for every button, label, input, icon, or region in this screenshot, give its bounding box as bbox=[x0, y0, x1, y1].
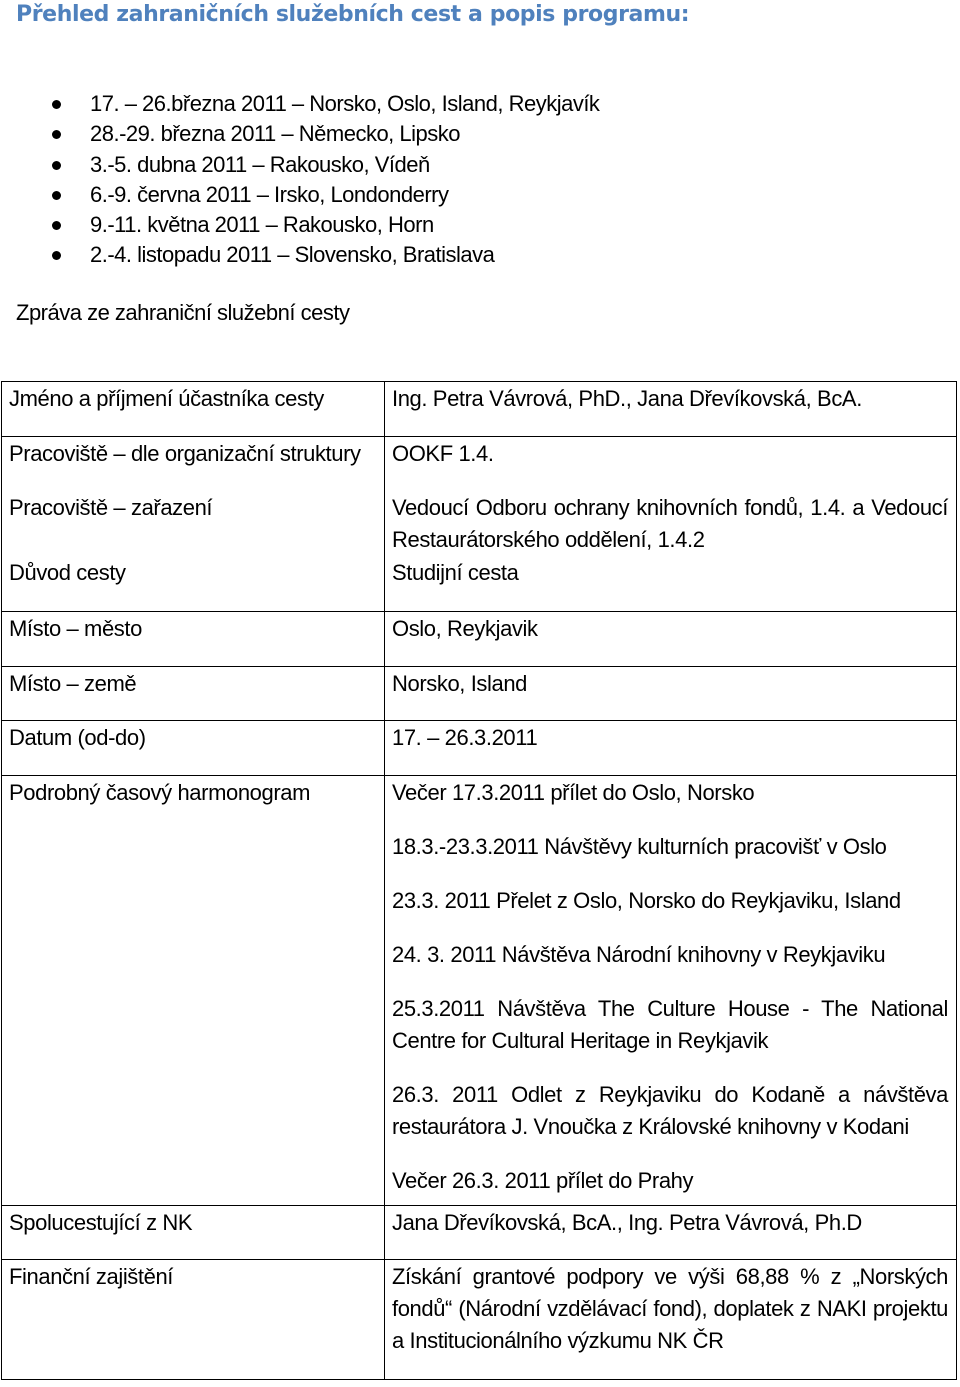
schedule-item: 26.3. 2011 Odlet z Reykjaviku do Kodaně a návštěva restaurátora J. Vnoučka z Královské knihovny v Kodani bbox=[392, 1082, 948, 1139]
bullet-icon bbox=[52, 130, 61, 139]
funding-label: Finanční zajištění bbox=[9, 1264, 173, 1289]
schedule-item: Večer 26.3. 2011 přílet do Prahy bbox=[392, 1168, 694, 1193]
position-value: Vedoucí Odboru ochrany knihovních fondů, 1.4. a Vedoucí Restaurátorského oddělení, 1.4.2 bbox=[385, 491, 957, 556]
table-row bbox=[2, 667, 957, 721]
trip-text: 28.-29. března 2011 – Německo, Lipsko bbox=[90, 121, 460, 147]
report-heading: Zpráva ze zahraniční služební cesty bbox=[16, 300, 350, 325]
trip-list-item bbox=[0, 119, 599, 149]
trip-report-table bbox=[1, 381, 957, 1380]
funding-value: Získání grantové podpory ve výši 68,88 % z „Norských fondů“ (Národní vzdělávací fond), doplatek z NAKI projektu a Institucionálního výzkumu NK ČR bbox=[385, 1260, 957, 1380]
date-value: 17. – 26.3.2011 bbox=[385, 721, 957, 776]
position-label: Pracoviště – zařazení bbox=[9, 494, 213, 520]
table-row bbox=[2, 1260, 957, 1380]
schedule-item: 24. 3. 2011 Návštěva Národní knihovny v Reykjaviku bbox=[392, 942, 886, 967]
trip-list-item bbox=[0, 150, 599, 180]
trip-list bbox=[0, 89, 599, 271]
workplace-label: Pracoviště – dle organizační struktury bbox=[9, 441, 361, 466]
trip-text: 3.-5. dubna 2011 – Rakousko, Vídeň bbox=[90, 151, 430, 177]
reason-label: Důvod cesty bbox=[2, 556, 385, 612]
trip-list-item bbox=[0, 210, 599, 240]
date-label: Datum (od-do) bbox=[2, 721, 385, 776]
schedule-item: 25.3.2011 Návštěva The Culture House - The National Centre for Cultural Heritage in Reykjavik bbox=[392, 996, 948, 1053]
table-row bbox=[2, 721, 957, 776]
city-value: Oslo, Reykjavik bbox=[385, 612, 957, 667]
trip-text: 17. – 26.března 2011 – Norsko, Oslo, Island, Reykjavík bbox=[90, 91, 600, 116]
bullet-icon bbox=[52, 100, 61, 109]
table-row bbox=[2, 437, 957, 491]
schedule-label: Podrobný časový harmonogram bbox=[2, 776, 385, 1206]
table-row bbox=[2, 776, 957, 1206]
trip-text: 9.-11. května 2011 – Rakousko, Horn bbox=[90, 212, 434, 238]
trip-list-item bbox=[0, 89, 599, 119]
table-row bbox=[2, 382, 957, 437]
table-row bbox=[2, 491, 957, 556]
city-label: Místo – město bbox=[2, 612, 385, 667]
companion-label: Spolucestující z NK bbox=[2, 1206, 385, 1260]
schedule-item: Večer 17.3.2011 přílet do Oslo, Norsko bbox=[392, 780, 755, 805]
schedule-item: 23.3. 2011 Přelet z Oslo, Norsko do Reykjaviku, Island bbox=[392, 888, 901, 913]
trip-text: 2.-4. listopadu 2011 – Slovensko, Bratislava bbox=[90, 242, 495, 268]
country-label: Místo – země bbox=[2, 667, 385, 721]
table-row bbox=[2, 612, 957, 667]
bullet-icon bbox=[52, 251, 61, 260]
schedule-item: 18.3.-23.3.2011 Návštěvy kulturních pracovišť v Oslo bbox=[392, 834, 887, 859]
trip-text: 6.-9. června 2011 – Irsko, Londonderry bbox=[90, 181, 449, 207]
bullet-icon bbox=[52, 161, 61, 170]
bullet-icon bbox=[52, 221, 61, 230]
companion-value: Jana Dřevíkovská, BcA., Ing. Petra Vávrová, Ph.D bbox=[385, 1206, 957, 1260]
schedule-value bbox=[385, 776, 957, 1206]
country-value: Norsko, Island bbox=[385, 667, 957, 721]
workplace-value: OOKF 1.4. bbox=[385, 437, 957, 491]
trip-list-item bbox=[0, 180, 599, 210]
table-row bbox=[2, 556, 957, 612]
reason-value: Studijní cesta bbox=[385, 556, 957, 612]
trip-list-item bbox=[0, 240, 599, 270]
table-row bbox=[2, 1206, 957, 1260]
participants-value: Ing. Petra Vávrová, PhD., Jana Dřevíkovská, BcA. bbox=[385, 382, 957, 437]
page-title: Přehled zahraničních služebních cest a popis programu: bbox=[16, 2, 690, 27]
bullet-icon bbox=[52, 191, 61, 200]
participants-label: Jméno a příjmení účastníka cesty bbox=[2, 382, 385, 437]
